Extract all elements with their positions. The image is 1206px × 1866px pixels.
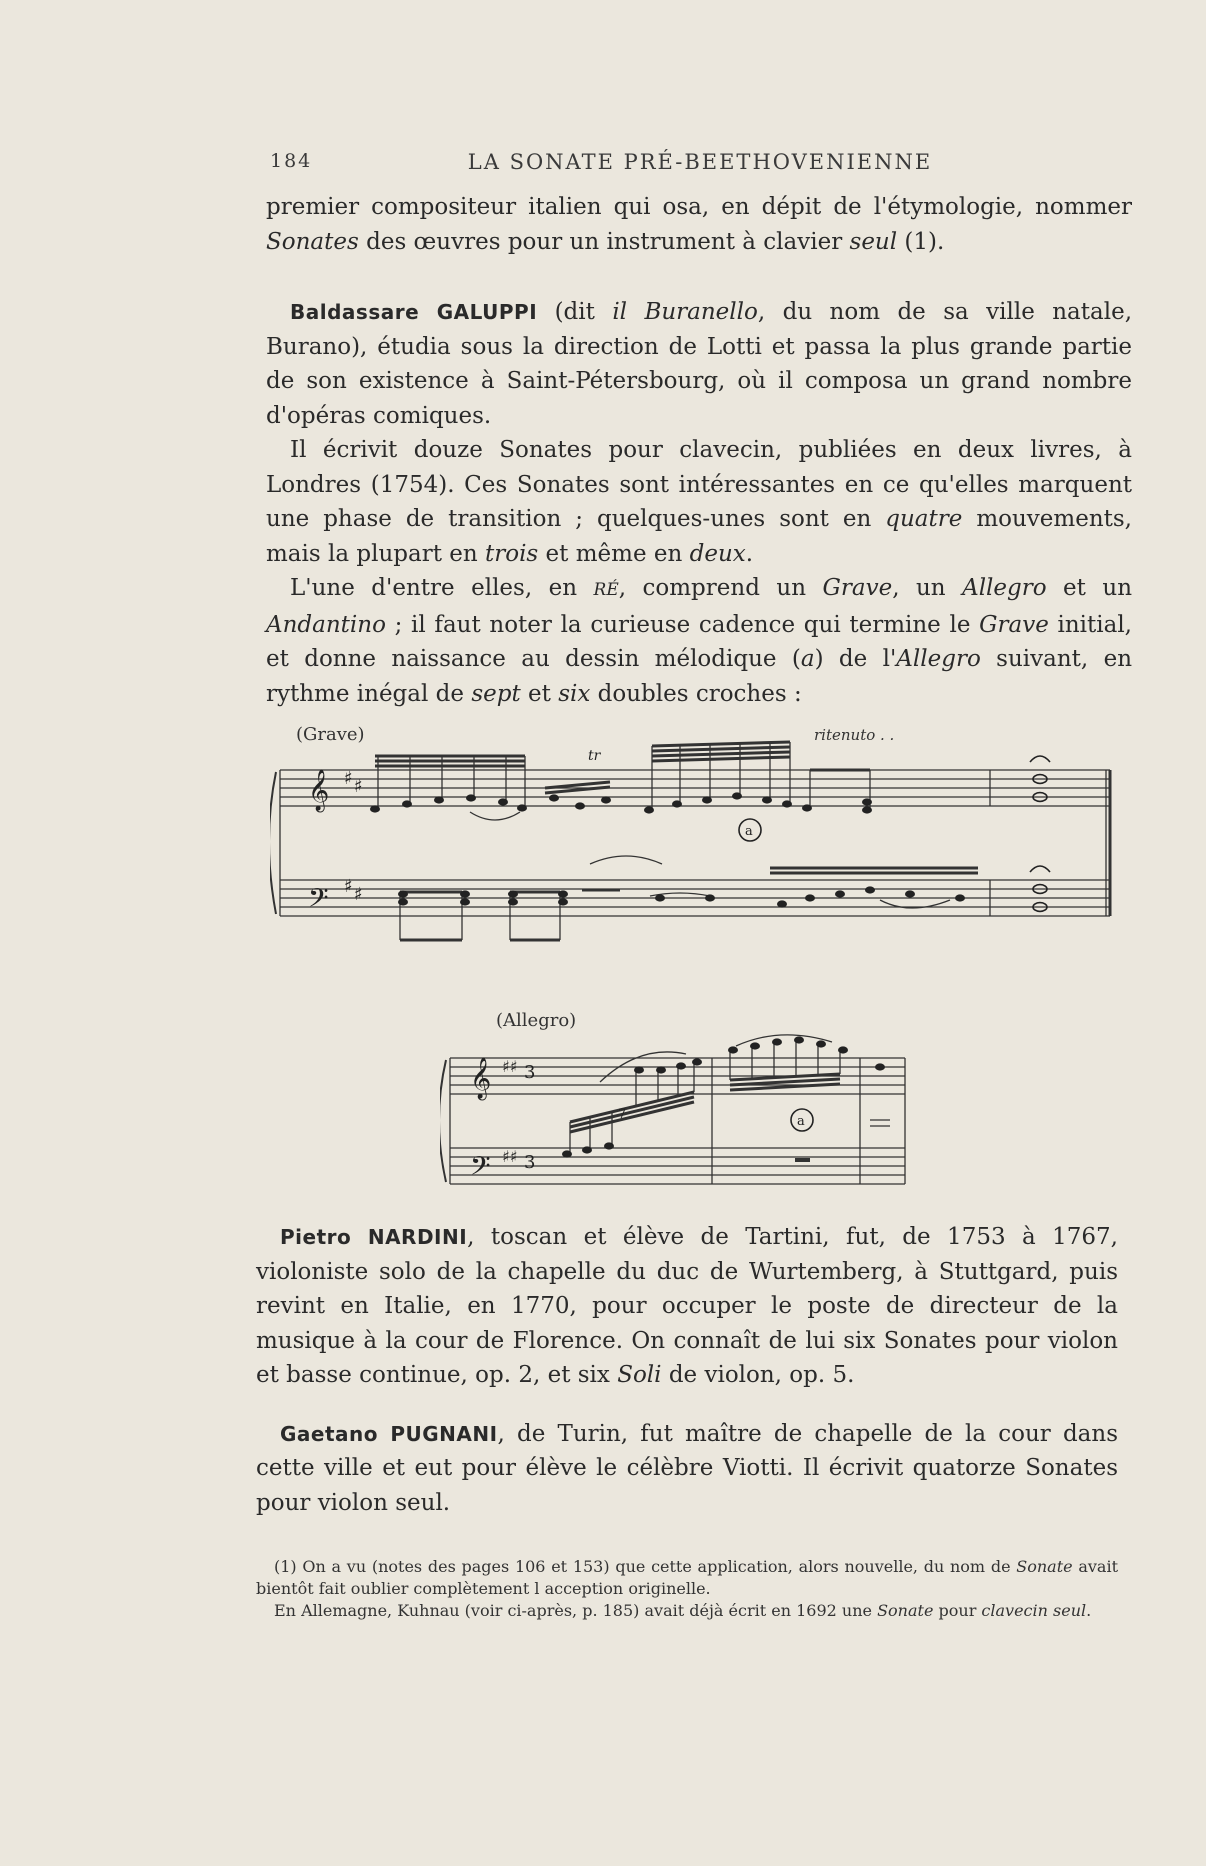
text-block-bottom: [256, 1220, 1118, 1520]
composer-name: Baldassare GALUPPI: [290, 300, 538, 324]
svg-text:3: 3: [524, 1152, 536, 1173]
composer-name: Gaetano PUGNANI: [280, 1421, 498, 1446]
text-block-top: [266, 190, 1132, 711]
score2-tuplet: 7: [618, 1107, 627, 1122]
score-allegro: [440, 1030, 920, 1200]
svg-text:♯: ♯: [344, 768, 353, 789]
score1-ritenuto: ritenuto . .: [814, 726, 895, 744]
svg-text:𝄞: 𝄞: [308, 770, 330, 811]
svg-text:♯: ♯: [344, 876, 353, 897]
footnotes: [256, 1556, 1118, 1622]
svg-text:𝄞: 𝄞: [470, 1058, 492, 1099]
score1-tempo-label: (Grave): [296, 724, 365, 745]
footnote-1: (1) On a vu (notes des pages 106 et 153) que cette application, alors nouvelle, du nom de Sonate avait bientôt fait oublier complètement l acception originelle.: [256, 1557, 1118, 1598]
svg-text:♯♯: ♯♯: [502, 1147, 518, 1166]
score1-marker-a: a: [745, 824, 753, 839]
svg-text:3: 3: [524, 1062, 536, 1083]
score1-trill: tr: [588, 748, 601, 764]
score2-tempo-label: (Allegro): [496, 1010, 577, 1031]
page-number: 184: [270, 150, 313, 172]
composer-name: Pietro NARDINI: [280, 1225, 468, 1249]
paragraph-6: Gaetano PUGNANI, de Turin, fut maître de chapelle de la cour dans cette ville et eut pour élève le célèbre Viotti. Il écrivit quatorze Sonates pour violon seul.: [256, 1420, 1118, 1516]
svg-text:♯♯: ♯♯: [502, 1057, 518, 1076]
paragraph-3: Il écrivit douze Sonates pour clavecin, publiées en deux livres, à Londres (1754). Ces Sonates sont intéressantes en ce qu'elles marquent une phase de transition ; quelques-unes sont en quatre mouvements, mais la plupart en trois et même en deux.: [266, 437, 1132, 567]
score-grave: [270, 740, 1130, 960]
footnote-2: En Allemagne, Kuhnau (voir ci-après, p. 185) avait déjà écrit en 1692 une Sonate pour clavecin seul.: [274, 1601, 1092, 1620]
paragraph-4: L'une d'entre elles, en RÉ, comprend un Grave, un Allegro et un Andantino ; il faut noter la curieuse cadence qui termine le Grave initial, et donne naissance au dessin mélodique (a) de l'Allegro suivant, en rythme inégal de sept et six doubles croches :: [266, 575, 1133, 707]
page-header: [270, 150, 1130, 180]
svg-text:𝄢: 𝄢: [470, 1150, 491, 1188]
paragraph-1: premier compositeur italien qui osa, en dépit de l'étymologie, nommer Sonates des œuvres pour un instrument à clavier seul (1).: [266, 194, 1132, 255]
paragraph-5: Pietro NARDINI, toscan et élève de Tartini, fut, de 1753 à 1767, violoniste solo de la chapelle du duc de Wurtemberg, à Stuttgard, puis revint en Italie, en 1770, pour occuper le poste de directeur de la musique à la cour de Florence. On connaît de lui six Sonates pour violon et basse continue, op. 2, et six Soli de violon, op. 5.: [256, 1224, 1118, 1388]
score2-marker-a: a: [797, 1114, 805, 1129]
svg-text:♯: ♯: [354, 884, 363, 905]
running-title: LA SONATE PRÉ-BEETHOVENIENNE: [467, 150, 933, 174]
svg-text:♯: ♯: [354, 776, 363, 797]
paragraph-2: Baldassare GALUPPI (dit il Buranello, du nom de sa ville natale, Burano), étudia sous la direction de Lotti et passa la plus grande partie de son existence à Saint-Pétersbourg, où il composa un grand nombre d'opéras comiques.: [266, 299, 1132, 429]
svg-text:𝄢: 𝄢: [308, 882, 329, 920]
